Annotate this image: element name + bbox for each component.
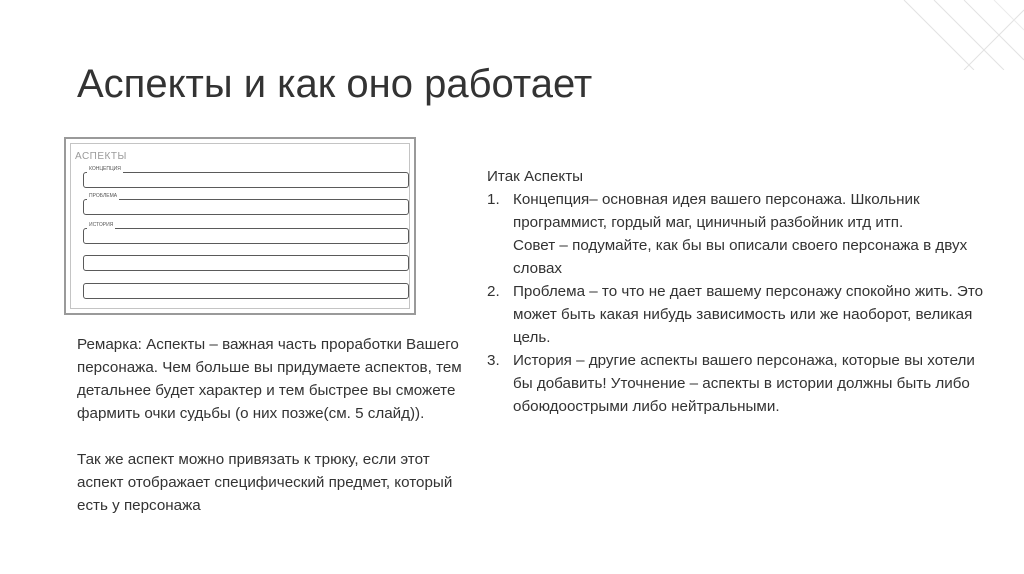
list-item-number: 1. bbox=[487, 191, 500, 208]
aspects-list bbox=[487, 188, 997, 418]
list-item bbox=[487, 280, 997, 349]
aspects-explanation bbox=[487, 165, 997, 418]
remark-paragraph: Так же аспект можно привязать к трюку, если этот аспект отображает специфический предмет, который есть у персонажа bbox=[77, 451, 453, 514]
remark-paragraph: Ремарка: Аспекты – важная часть проработки Вашего персонажа. Чем больше вы придумаете аспектов, тем детальнее будет характер и тем быстрее вы сможете фармить очки судьбы (о них позже(см. 5 слайд)). bbox=[77, 336, 462, 422]
list-item-text: Проблема – то что не дает вашему персонажу спокойно жить. Это может быть какая нибудь зависимость или же наоборот, великая цель. bbox=[513, 283, 984, 346]
list-item-number: 3. bbox=[487, 352, 500, 369]
aspect-field-extra-1 bbox=[83, 255, 409, 271]
sheet-heading: АСПЕКТЫ bbox=[75, 151, 127, 162]
list-item-text: Концепция– основная идея вашего персонажа. Школьник программист, гордый маг, циничный разбойник итд итп. bbox=[513, 191, 920, 231]
list-item-number: 2. bbox=[487, 283, 500, 300]
corner-decoration bbox=[864, 0, 1024, 70]
list-item-text: История – другие аспекты вашего персонажа, которые вы хотели бы добавить! Уточнение – аспекты в истории должны быть либо обоюдоострыми либо нейтральными. bbox=[513, 352, 975, 415]
field-label-history: ИСТОРИЯ bbox=[89, 222, 114, 228]
aspects-intro: Итак Аспекты bbox=[487, 168, 584, 185]
slide-title: Аспекты и как оно работает bbox=[77, 62, 593, 106]
sheet-inner-border bbox=[70, 143, 410, 309]
list-item bbox=[487, 188, 997, 280]
list-item bbox=[487, 349, 997, 418]
aspect-field-extra-2 bbox=[83, 283, 409, 299]
field-label-problem: ПРОБЛЕМА bbox=[89, 193, 118, 199]
aspect-field-history bbox=[83, 222, 409, 244]
aspect-field-concept bbox=[83, 166, 409, 188]
remark-block bbox=[77, 333, 467, 517]
aspects-sheet-image bbox=[64, 137, 416, 315]
field-label-concept: КОНЦЕПЦИЯ bbox=[89, 166, 121, 172]
list-item-note: Совет – подумайте, как бы вы описали своего персонажа в двух словах bbox=[513, 237, 968, 277]
aspect-field-problem bbox=[83, 193, 409, 215]
